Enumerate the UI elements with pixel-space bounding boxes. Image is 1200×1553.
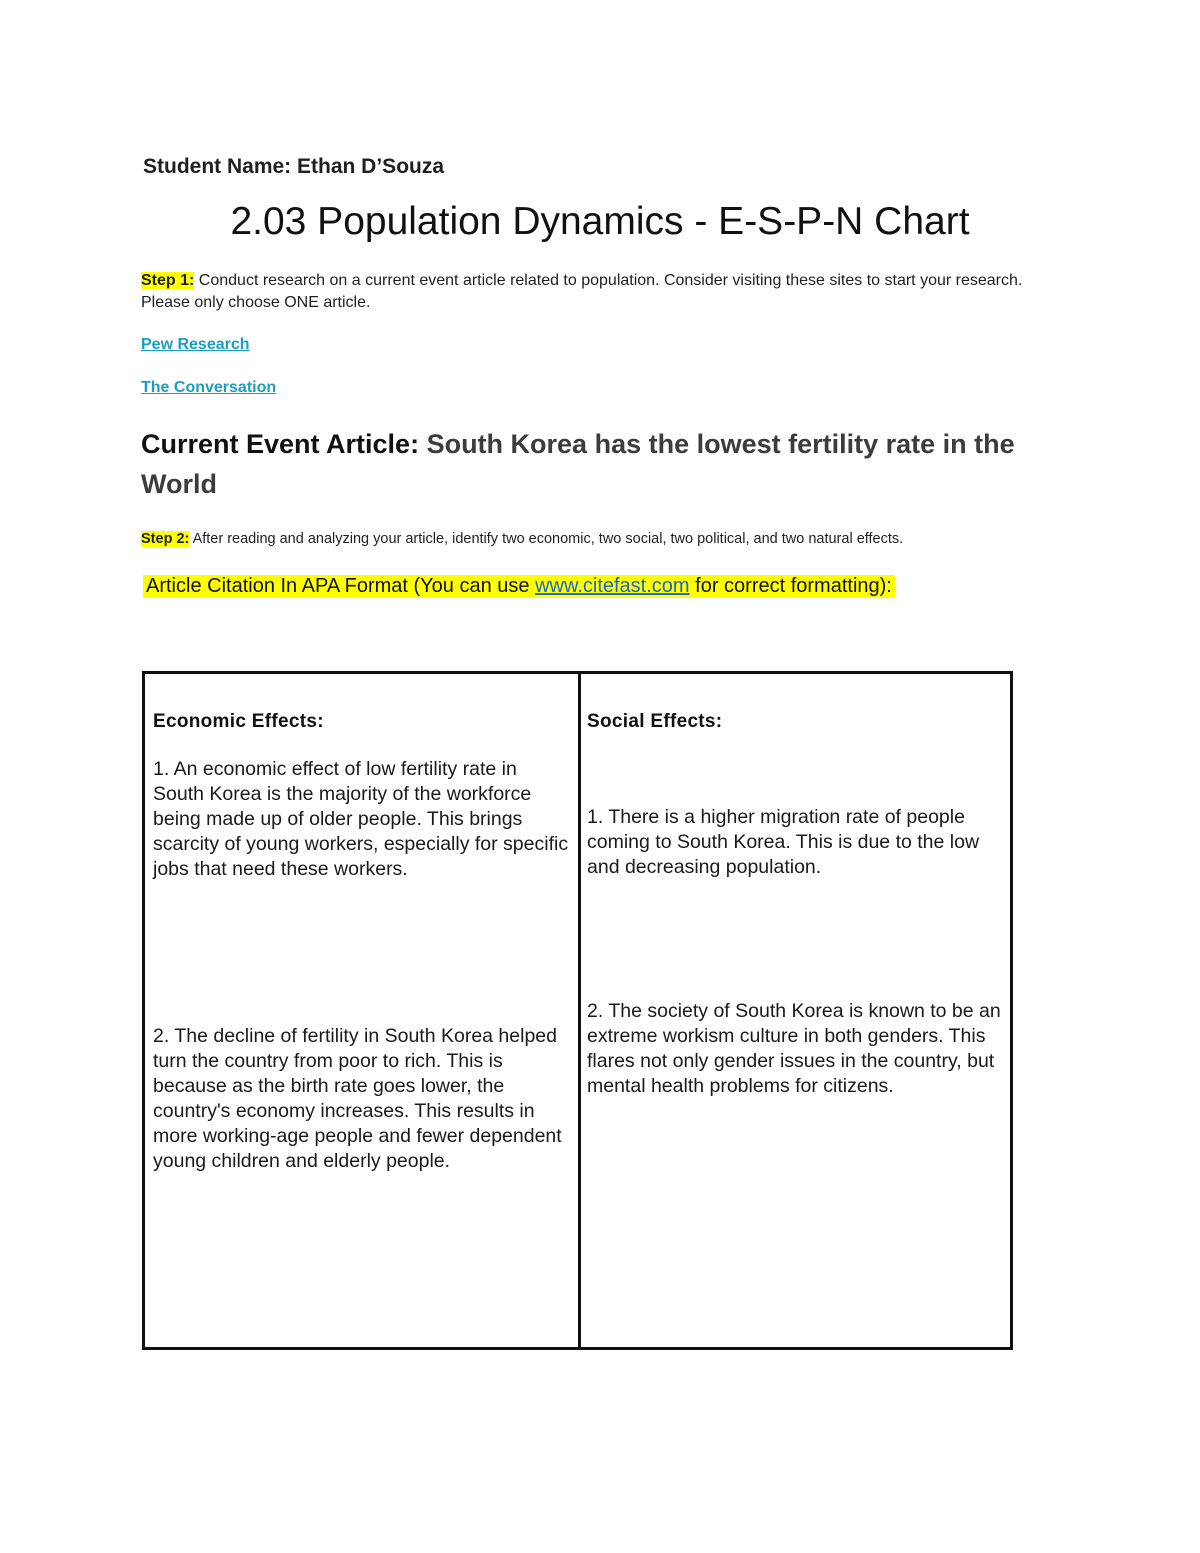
page-title: 2.03 Population Dynamics - E-S-P-N Chart — [230, 200, 970, 243]
social-effect-1: 1. There is a higher migration rate of people coming to South Korea. This is due to the low and decreasing population. — [587, 806, 980, 878]
economic-effect-2: 2. The decline of fertility in South Korea helped turn the country from poor to rich. This is because as the birth rate goes lower, the country's economy increases. This results in more working-age people and fewer dependent young children and elderly people. — [153, 1025, 562, 1172]
article-title: South Korea has the lowest fertility rate in the World — [141, 429, 1015, 499]
step-1-instructions — [141, 270, 1051, 314]
social-effect-2: 2. The society of South Korea is known to be an extreme workism culture in both genders. This flares not only gender issues in the country, but mental health problems for citizens. — [587, 1000, 1001, 1097]
step-1-label: Step 1: — [141, 272, 195, 289]
table-column-divider — [578, 674, 581, 1347]
economic-effect-1: 1. An economic effect of low fertility rate in South Korea is the majority of the workforce being made up of older people. This brings scarcity of young workers, especially for specific jobs that need these workers. — [153, 758, 569, 880]
step-2-text: After reading and analyzing your article, identify two economic, two social, two political, and two natural effects. — [189, 531, 904, 547]
espn-effects-table — [142, 671, 1013, 1350]
citefast-link[interactable]: www.citefast.com — [535, 575, 690, 597]
pew-research-link[interactable]: Pew Research — [141, 336, 250, 353]
student-name: Student Name: Ethan D’Souza — [143, 155, 445, 178]
economic-effects-heading: Economic Effects: — [153, 711, 324, 732]
step-2-label: Step 2: — [141, 531, 190, 547]
step-2-instructions — [141, 531, 1081, 547]
citation-suffix: for correct formatting): — [689, 575, 892, 597]
the-conversation-link[interactable]: The Conversation — [141, 379, 277, 396]
social-effects-heading: Social Effects: — [587, 711, 723, 732]
citation-instructions — [143, 575, 895, 598]
current-event-article-heading — [141, 424, 1061, 504]
citation-prefix: Article Citation In APA Format (You can use — [146, 575, 536, 597]
step-1-text: Conduct research on a current event article related to population. Consider visiting these sites to start your research. Please only choose ONE article. — [141, 272, 1023, 311]
article-label: Current Event Article: — [141, 429, 420, 459]
